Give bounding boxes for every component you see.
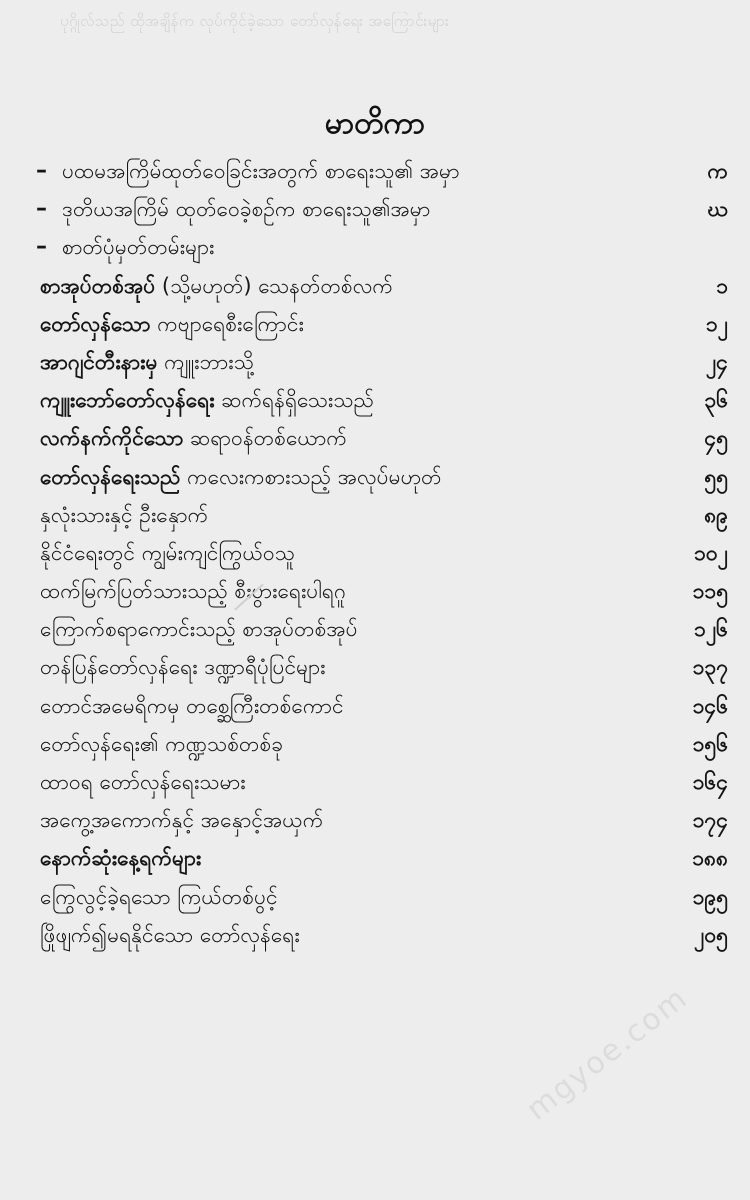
- toc-entry-text: ဒုတိယအကြိမ် ထုတ်ဝေခဲ့စဉ်က စာရေးသူ၏အမှာ: [62, 197, 431, 222]
- toc-page-number: ၁၃၇: [692, 655, 728, 680]
- toc-row: [0, 228, 750, 266]
- toc-dash: –: [36, 196, 47, 222]
- toc-entry-text: [40, 763, 246, 801]
- toc-row: [0, 610, 750, 648]
- toc-page-number: ၃၆: [704, 388, 728, 413]
- toc-entry-text: [40, 916, 300, 954]
- toc-entry-rest: တော်လှန်ရေး၏ ကဏ္ဍသစ်တစ်ခု: [40, 731, 284, 756]
- toc-entry-rest: ဆရာဝန်တစ်ယောက်: [183, 426, 347, 451]
- toc-entry-text: [40, 839, 201, 877]
- toc-entry-rest: ထာဝရ တော်လှန်ရေးသမား: [40, 770, 246, 794]
- toc-page-number: က: [707, 159, 728, 183]
- toc-row: [0, 305, 750, 343]
- toc-page-number: ၁၂: [705, 311, 728, 336]
- toc-row: [0, 648, 750, 686]
- toc-entry-rest: ကျူးဘားသို့: [157, 349, 254, 374]
- toc-entry-rest: တန်ပြန်တော်လှန်ရေး ဒဏ္ဍာရီပုံပြင်များ: [40, 655, 326, 680]
- toc-row: [0, 839, 750, 877]
- toc-entry-rest: နှလုံးသားနှင့် ဦးနှောက်: [40, 502, 209, 527]
- toc-entry-text: [40, 267, 393, 305]
- toc-entry-lead: နောက်ဆုံးနေ့ရက်များ: [40, 846, 202, 871]
- page-title: မာတိကာ: [324, 106, 426, 141]
- toc-entry-text: စာတ်ပုံမှတ်တမ်းများ: [62, 235, 215, 260]
- watermark: mgyoe.com: [520, 980, 695, 1128]
- toc-row: [0, 687, 750, 725]
- toc-page-number: ၄၅: [704, 426, 728, 451]
- toc-entry-lead: ကျူးဘော်တော်လှန်ရေး: [40, 388, 215, 413]
- table-of-contents: [0, 152, 750, 954]
- toc-row: [0, 801, 750, 839]
- toc-page-number: ၁၈၈: [692, 846, 728, 871]
- toc-page-number: ၁၂၆: [694, 617, 728, 642]
- toc-entry-text: [40, 343, 254, 381]
- toc-entry-rest: ထက်မြက်ပြတ်သားသည့် စီးပွားရေးပါရဂူ: [40, 579, 346, 604]
- toc-entry-rest: ကလေးကစားသည့် အလုပ်မဟုတ်: [180, 464, 442, 489]
- toc-row: [0, 572, 750, 610]
- toc-page-number: ၂၄: [705, 349, 728, 374]
- toc-entry-rest: အကွေ့အကောက်နှင့် အနှောင့်အယှက်: [40, 808, 324, 833]
- toc-entry-text: ပထမအကြိမ်ထုတ်ဝေခြင်းအတွက် စာရေးသူ၏ အမှာ: [62, 159, 460, 183]
- toc-entry-text: [40, 305, 304, 343]
- toc-entry-lead: အာဂျင်တီးနားမှ: [40, 349, 158, 374]
- toc-page-number: ၁၇၄: [692, 808, 728, 833]
- toc-page-number: ဃ: [707, 197, 728, 222]
- toc-entry-rest: ဖြိုဖျက်၍မရနိုင်သော တော်လှန်ရေး: [40, 922, 300, 947]
- toc-entry-lead: တော်လှန်ရေးသည်: [40, 464, 181, 489]
- toc-page-number: ၁၄၆: [692, 693, 728, 718]
- toc-row: [0, 152, 750, 190]
- toc-row: [0, 878, 750, 916]
- toc-page-number: ၁၁၅: [692, 579, 728, 604]
- toc-row: [0, 190, 750, 228]
- toc-entry-text: [40, 878, 278, 916]
- toc-row: [0, 496, 750, 534]
- toc-dash: –: [36, 158, 47, 183]
- toc-page-number: ၁၆၄: [692, 770, 728, 794]
- toc-row: [0, 725, 750, 763]
- toc-entry-rest: ကဗျာရေစီးကြောင်း: [150, 311, 304, 336]
- toc-page-number: ၁၀၂: [694, 540, 728, 565]
- toc-entry-text: [40, 458, 442, 496]
- toc-entry-text: [40, 496, 208, 534]
- toc-row: [0, 267, 750, 305]
- toc-row: [0, 534, 750, 572]
- toc-row: [0, 916, 750, 954]
- toc-page-number: ၈၉: [704, 502, 728, 527]
- toc-row: [0, 458, 750, 496]
- bleed-through-text: ပုဂ္ဂိုလ်သည် ထိုအချိန်က လုပ်ကိုင်ခဲ့သော တော်လှန်ရေး အကြောင်းများ: [60, 12, 450, 30]
- toc-dash: –: [36, 234, 47, 260]
- toc-entry-rest: ကြောက်စရာကောင်းသည့် စာအုပ်တစ်အုပ်: [40, 617, 358, 642]
- toc-page-number: ၁၉၅: [692, 884, 728, 909]
- toc-page-number: ၁: [716, 273, 728, 298]
- toc-page-number: ၅၅: [704, 464, 728, 489]
- toc-entry-rest: ကြွေလွင့်ခဲ့ရသော ကြယ်တစ်ပွင့်: [40, 884, 278, 909]
- toc-entry-rest: တောင်အမေရိကမှ တစ္ဆေကြီးတစ်ကောင်: [40, 693, 344, 718]
- toc-row: [0, 381, 750, 419]
- toc-entry-text: [40, 572, 346, 610]
- toc-entry-lead: စာအုပ်တစ်အုပ်: [40, 273, 156, 298]
- toc-entry-text: [40, 687, 344, 725]
- toc-entry-rest: နိုင်ငံရေးတွင် ကျွမ်းကျင်ကြွယ်ဝသူ: [40, 540, 295, 565]
- toc-entry-rest: ဆက်ရန်ရှိသေးသည်: [214, 388, 374, 413]
- toc-entry-text: [40, 419, 347, 457]
- toc-entry-text: [40, 648, 325, 686]
- toc-row: [0, 763, 750, 801]
- toc-entry-text: [40, 610, 358, 648]
- toc-page-number: ၁၅၆: [692, 731, 728, 756]
- toc-entry-rest: (သို့မဟုတ်) သေနတ်တစ်လက်: [155, 273, 393, 298]
- toc-entry-text: [40, 801, 323, 839]
- toc-entry-text: [40, 725, 283, 763]
- toc-entry-text: [40, 381, 374, 419]
- toc-entry-lead: တော်လှန်သော: [40, 311, 151, 336]
- toc-row: [0, 419, 750, 457]
- toc-entry-lead: လက်နက်ကိုင်သော: [40, 426, 184, 451]
- toc-entry-text: [40, 534, 295, 572]
- toc-row: [0, 343, 750, 381]
- toc-page-number: ၂၀၅: [694, 922, 728, 947]
